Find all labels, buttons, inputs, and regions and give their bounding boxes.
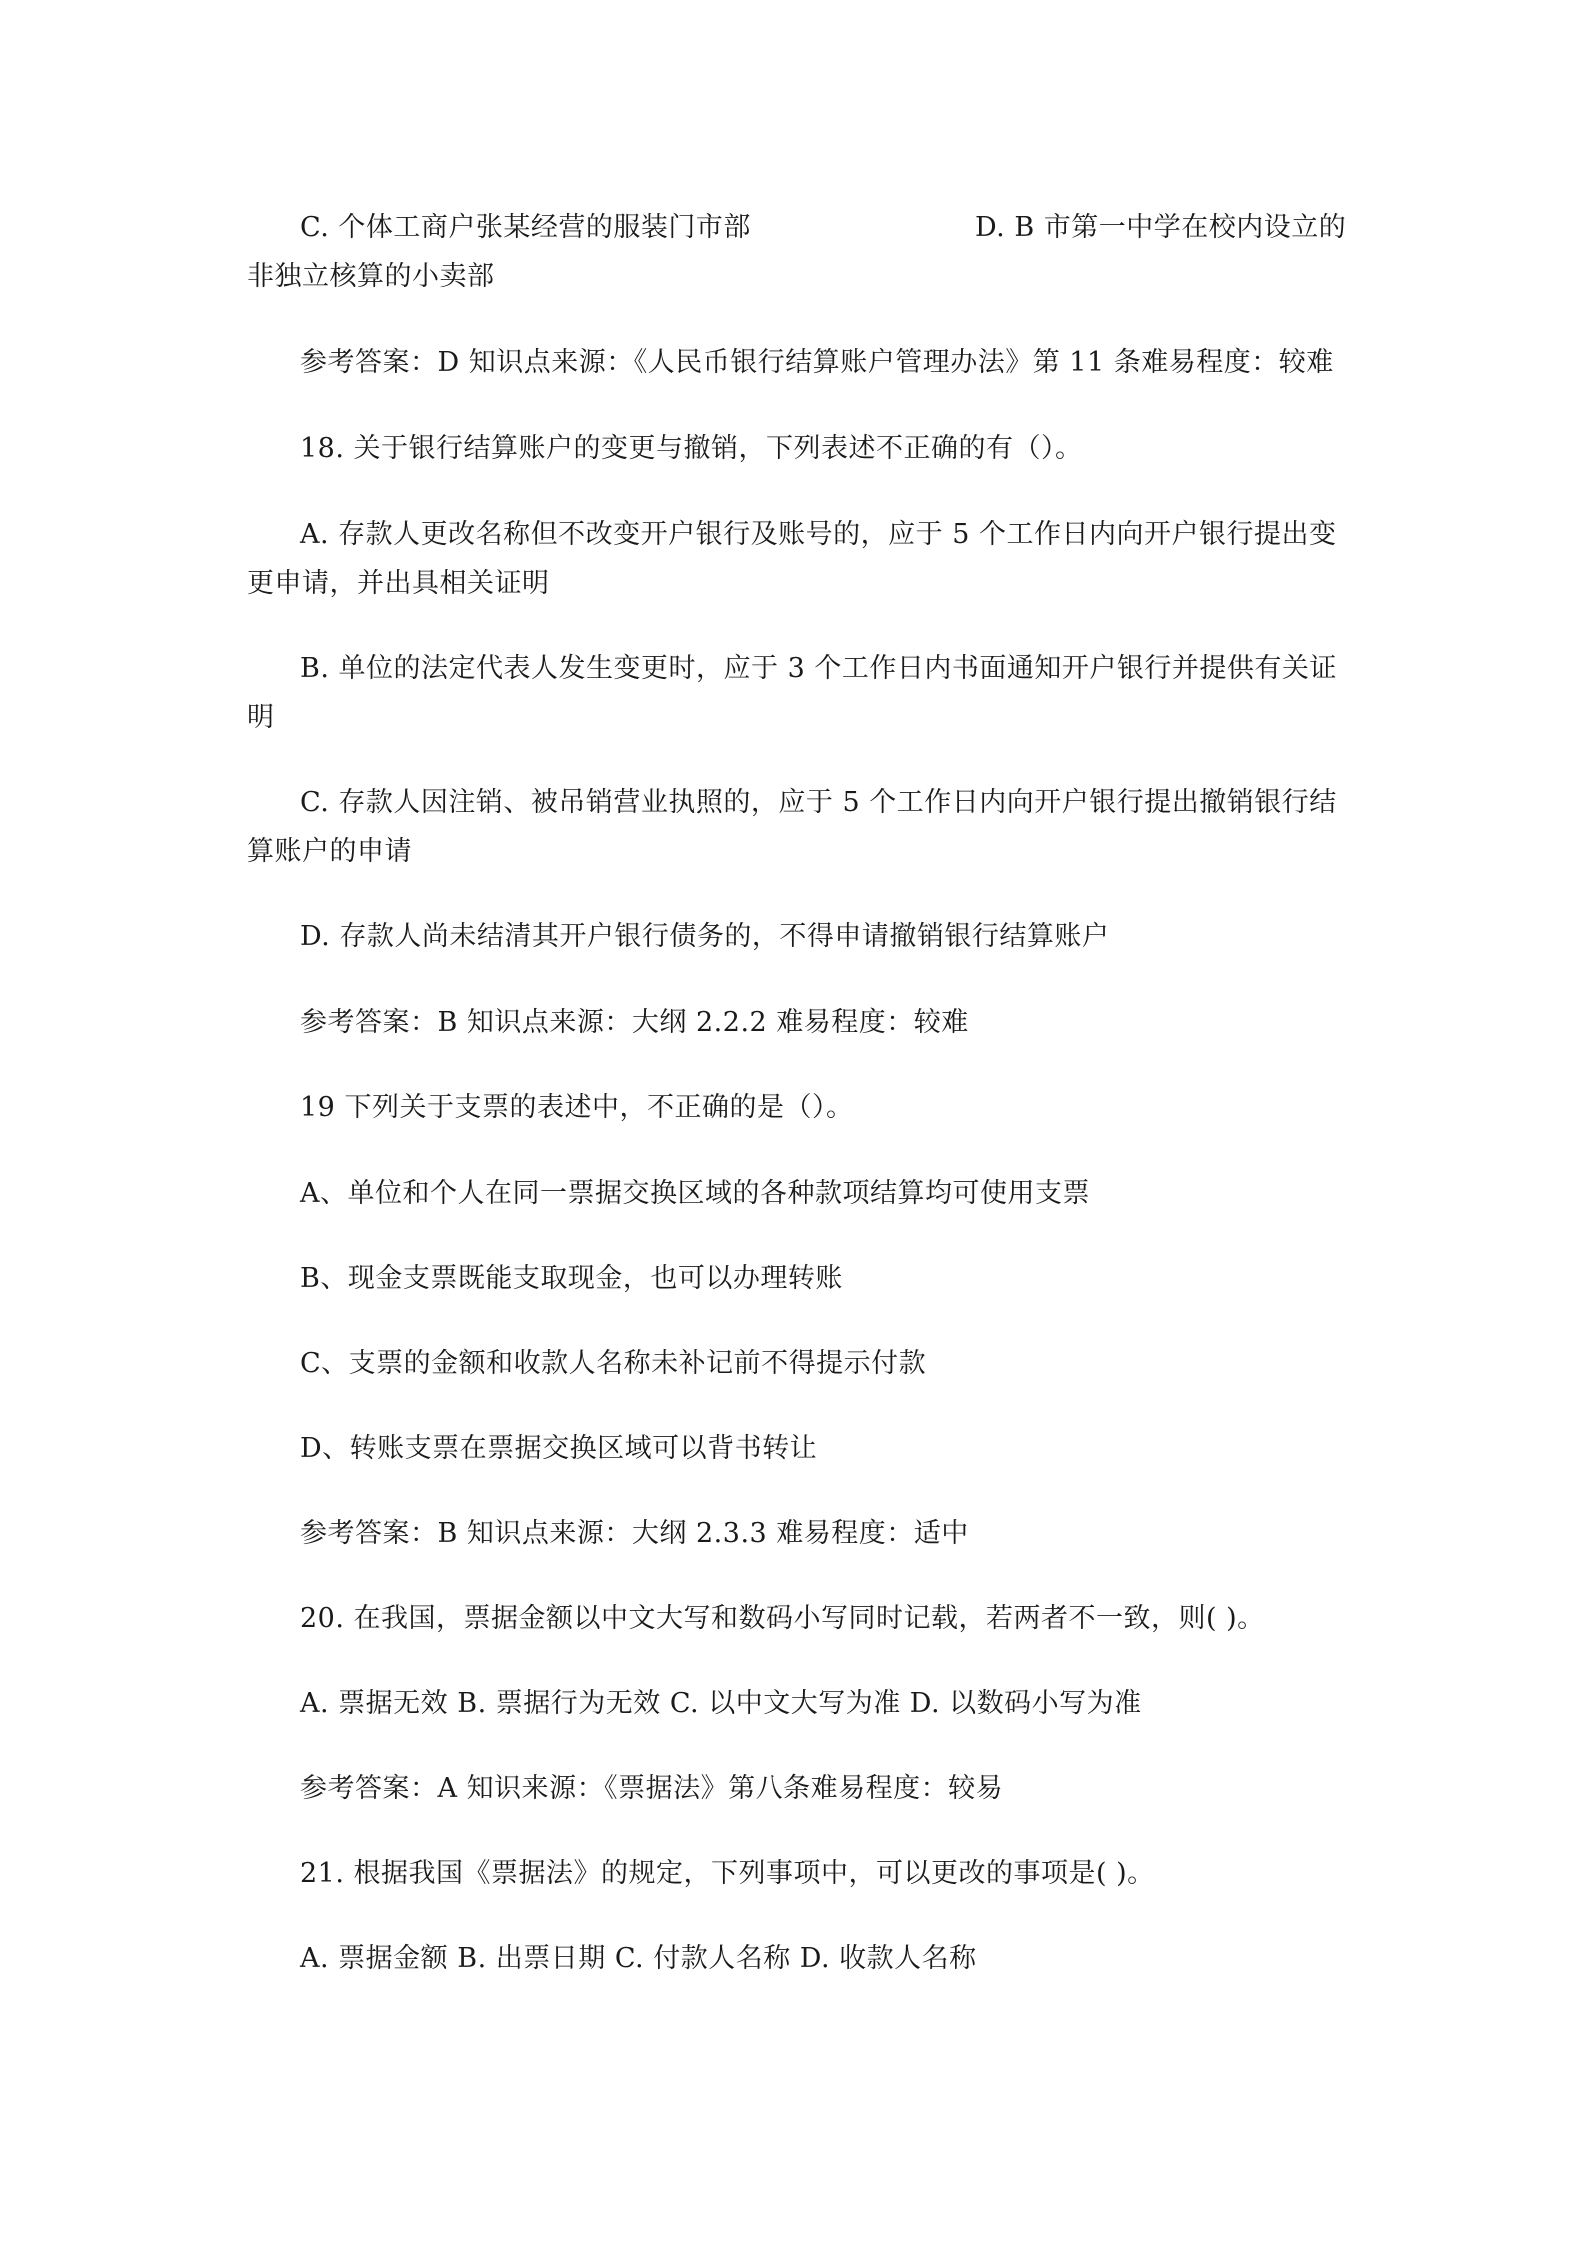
q20-options: A. 票据无效 B. 票据行为无效 C. 以中文大写为准 D. 以数码小写为准 <box>300 1688 1142 1719</box>
q19-answer: 参考答案：B 知识点来源：大纲 2.3.3 难易程度：适中 <box>300 1518 969 1549</box>
q18-option-a-line2: 更申请，并出具相关证明 <box>247 568 550 599</box>
q19-option-b: B、现金支票既能支取现金，也可以办理转账 <box>300 1263 843 1294</box>
q21-options: A. 票据金额 B. 出票日期 C. 付款人名称 D. 收款人名称 <box>300 1943 977 1974</box>
q19-option-c: C、支票的金额和收款人名称未补记前不得提示付款 <box>300 1348 927 1379</box>
q18-option-a-line1: A. 存款人更改名称但不改变开户银行及账号的，应于 5 个工作日内向开户银行提出变 <box>300 519 1337 550</box>
q18-option-b-line1: B. 单位的法定代表人发生变更时，应于 3 个工作日内书面通知开户银行并提供有关证 <box>300 653 1337 684</box>
q18-option-c-line2: 算账户的申请 <box>247 836 412 867</box>
q18-answer: 参考答案：B 知识点来源：大纲 2.2.2 难易程度：较难 <box>300 1007 969 1038</box>
q21-question: 21. 根据我国《票据法》的规定，下列事项中，可以更改的事项是( )。 <box>300 1858 1155 1889</box>
q17-option-d-line2: 非独立核算的小卖部 <box>247 261 495 292</box>
q18-option-b-line2: 明 <box>247 702 275 733</box>
q17-option-d-line1: D. B 市第一中学在校内设立的 <box>975 212 1347 243</box>
q19-option-a: A、单位和个人在同一票据交换区域的各种款项结算均可使用支票 <box>300 1178 1090 1209</box>
q20-question: 20. 在我国，票据金额以中文大写和数码小写同时记载，若两者不一致，则( )。 <box>300 1603 1265 1634</box>
q17-option-c: C. 个体工商户张某经营的服装门市部 <box>300 212 751 243</box>
q19-option-d: D、转账支票在票据交换区域可以背书转让 <box>300 1433 818 1464</box>
q18-option-c-line1: C. 存款人因注销、被吊销营业执照的，应于 5 个工作日内向开户银行提出撤销银行结 <box>300 787 1337 818</box>
q19-question: 19 下列关于支票的表述中，不正确的是（）。 <box>300 1092 854 1123</box>
q20-answer: 参考答案：A 知识来源：《票据法》第八条难易程度：较易 <box>300 1773 1004 1804</box>
q18-question: 18. 关于银行结算账户的变更与撤销，下列表述不正确的有（）。 <box>300 433 1083 464</box>
q18-option-d: D. 存款人尚未结清其开户银行债务的，不得申请撤销银行结算账户 <box>300 921 1110 952</box>
q17-answer: 参考答案：D 知识点来源：《人民币银行结算账户管理办法》第 11 条难易程度：较难 <box>300 347 1334 378</box>
